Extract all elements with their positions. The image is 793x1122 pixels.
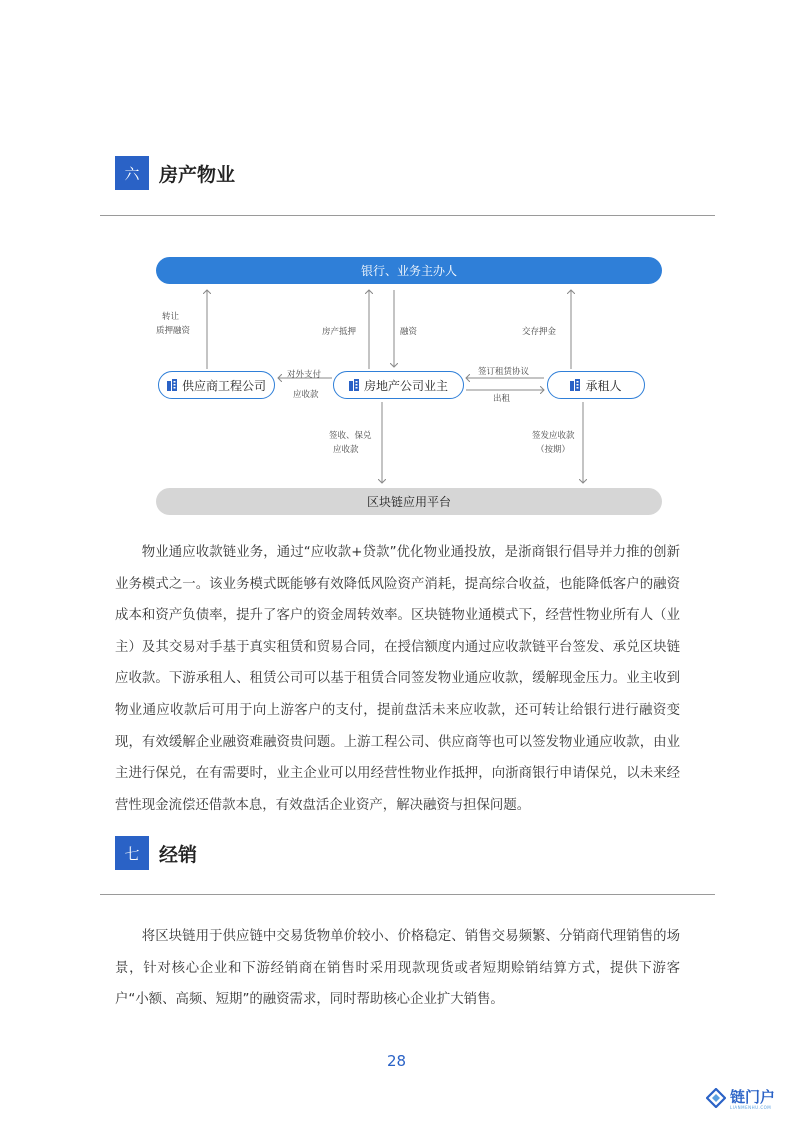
label-deposit-pledge: 交存押金 [522,327,557,337]
section-heading-6 [115,156,235,190]
section-number-badge: 七 [115,836,149,870]
node-owner [333,371,464,399]
node-label: 供应商工程公司 [181,378,266,393]
label-finance: 融资 [400,327,418,337]
flow-diagram [150,250,670,522]
label-receivable: 应收款 [293,390,319,400]
section-divider [100,215,715,216]
section-number-badge: 六 [115,156,149,190]
node-tenant [547,371,645,399]
label-by-period: （按期） [536,445,571,455]
label-transfer: 转让 [162,312,180,322]
section-heading-7 [115,836,197,870]
logo-text: 链门户 [730,1088,776,1106]
section-title: 经销 [159,843,198,866]
brand-logo [706,1088,775,1112]
label-sign-accept-cash: 签收、保兑 [329,431,372,441]
label-property-mortgage: 房产抵押 [322,327,357,337]
building-icon [167,379,177,391]
label-lease-out: 出租 [493,394,511,404]
section-divider [100,894,715,895]
building-icon [349,379,359,391]
node-supplier [158,371,275,399]
page-number: 28 [386,1052,407,1070]
label-receivable-2: 应收款 [333,445,359,455]
label-pledge-finance: 质押融资 [156,326,191,336]
label-external-pay: 对外支付 [287,370,322,380]
blockchain-platform-bar: 区块链应用平台 [156,488,662,515]
logo-diamond-icon [706,1088,726,1112]
node-label: 承租人 [585,378,622,393]
node-label: 房地产公司业主 [363,378,448,393]
body-paragraph-1: 物业通应收款链业务，通过“应收款+贷款”优化物业通投放，是浙商银行倡导并力推的创新业务模式之一。该业务模式既能够有效降低风险资产消耗，提高综合收益，也能降低客户的融资成本和资产负债率，提升了客户的资金周转效率。区块链物业通模式下，经营性物业所有人（业主）及其交易对手基于真实租赁和贸易合同，在授信额度内通过应收款链平台签发、承兑区块链应收款。下游承租人、租赁公司可以基于租赁合同签发物业通应收款，缓解现金压力。业主收到物业通应收款后可用于向上游客户的支付，提前盘活未来应收款，还可转让给银行进行融资变现，有效缓解企业融资难融资贵问题。上游工程公司、供应商等也可以签发物业通应收款，由业主进行保兑，在有需要时，业主企业可以用经营性物业作抵押，向浙商银行申请保兑，以未来经营性现金流偿还借款本息，有效盘活企业资产，解决融资与担保问题。 [115,545,680,813]
body-paragraph-2: 将区块链用于供应链中交易货物单价较小、价格稳定、销售交易频繁、分销商代理销售的场景，针对核心企业和下游经销商在销售时采用现款现货或者短期赊销结算方式，提供下游客户“小额、高频、短期”的融资需求，同时帮助核心企业扩大销售。 [115,929,680,1008]
label-issue-receivable: 签发应收款 [532,431,575,441]
logo-subtext: LIANMENHU.COM [730,1105,772,1110]
building-icon [570,379,580,391]
label-sign-lease: 签订租赁协议 [478,367,530,377]
section-title: 房产物业 [159,163,236,186]
bank-bar: 银行、业务主办人 [156,257,662,284]
